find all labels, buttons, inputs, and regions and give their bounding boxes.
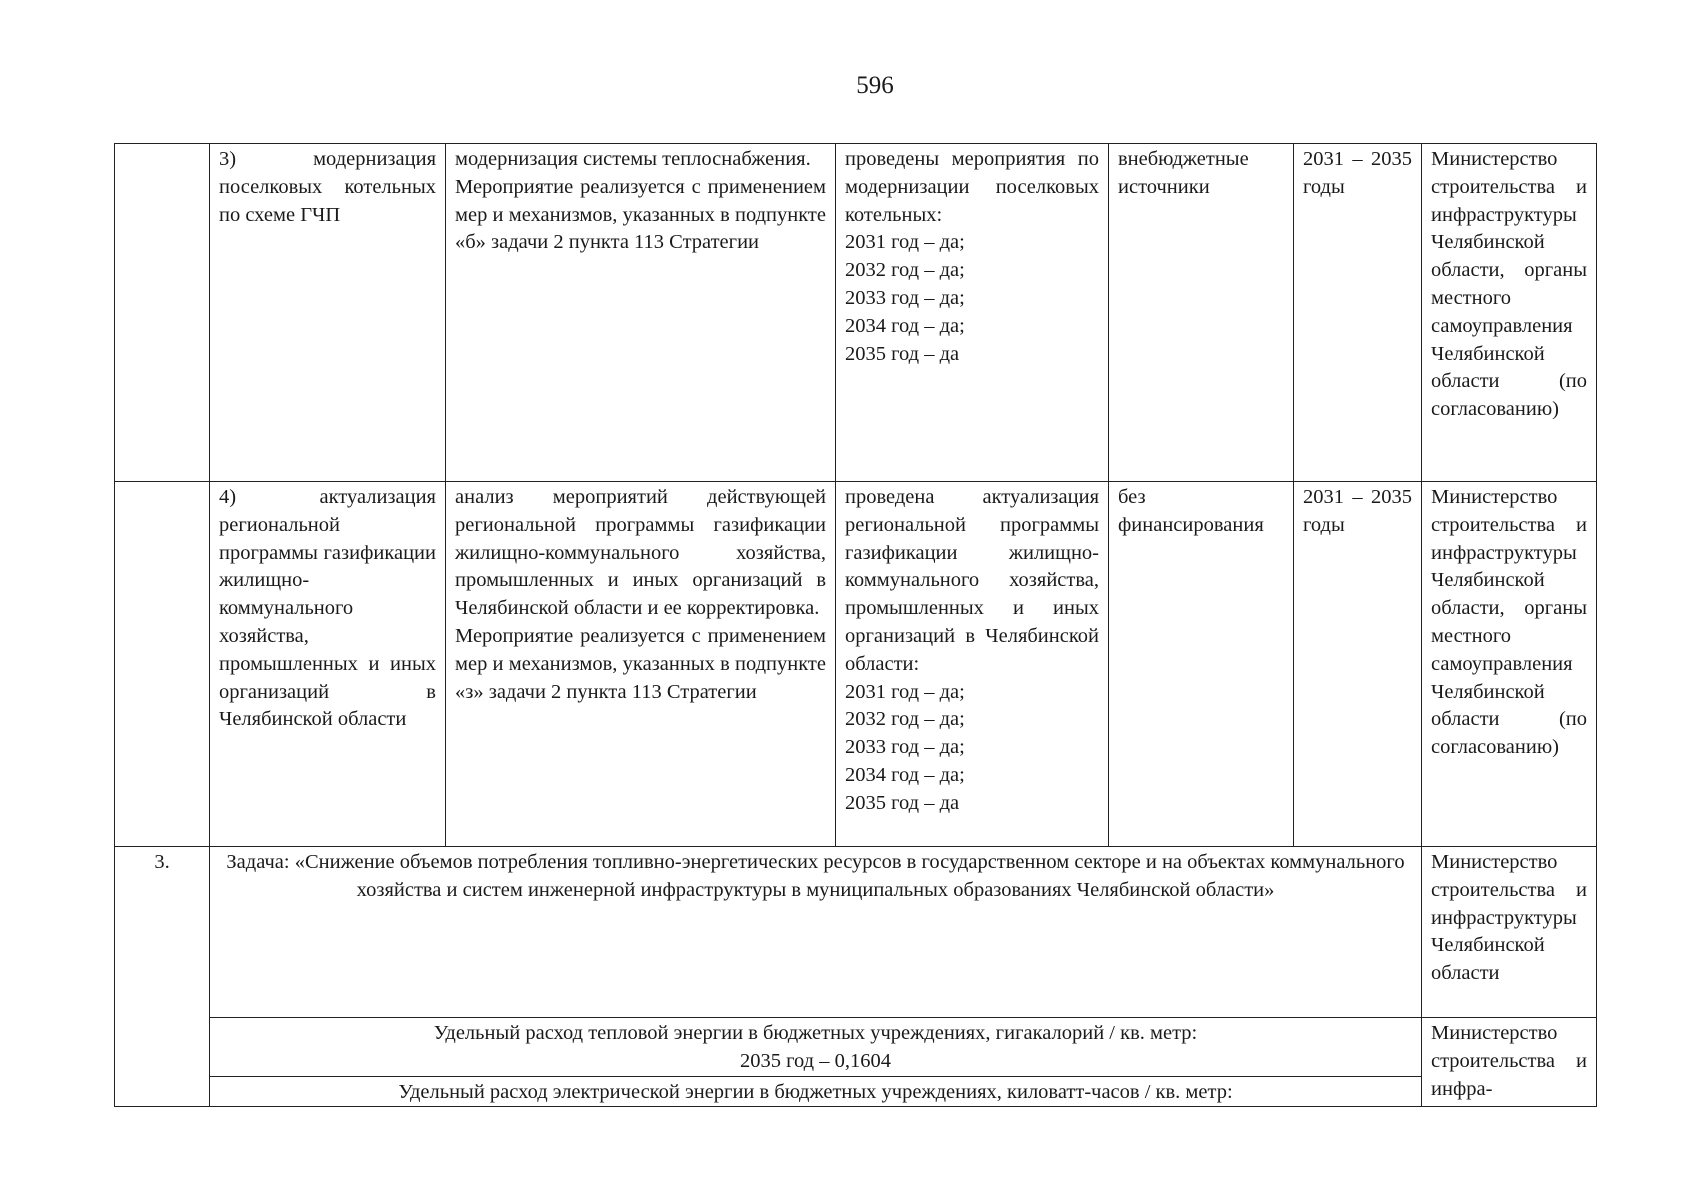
activity-cell: 3) модернизация поселковых котельных по схеме ГЧП <box>210 144 446 482</box>
activity-cell: 4) актуализация региональной программы газификации жилищно-коммунального хозяйства, промышленных и иных организаций в Челябинской области <box>210 482 446 847</box>
task-number-cell: 3. <box>115 847 210 1107</box>
result-year: 2032 год – да; <box>845 259 965 282</box>
task-row <box>115 847 1597 1018</box>
result-cell <box>836 144 1109 482</box>
description-cell <box>446 144 836 482</box>
task-text-cell: Задача: «Снижение объемов потребления топливно-энергетических ресурсов в государственном секторе и на объектах коммунального хозяйства и систем инженерной инфраструктуры в муниципальных образованиях Челябинской области» <box>210 847 1422 1018</box>
result-year: 2033 год – да; <box>845 736 965 759</box>
result-year: 2031 год – да; <box>845 680 965 703</box>
indicator-executor-cell: Министерство строительства и инфра- <box>1422 1018 1597 1107</box>
result-intro: проведена актуализация региональной программы газификации жилищно- коммунального хозяйства, промышленных и иных организаций в Челябинской области: <box>845 486 1099 675</box>
indicator-text: Удельный расход тепловой энергии в бюджетных учреждениях, гигакалорий / кв. метр: <box>433 1022 1198 1044</box>
result-cell <box>836 482 1109 847</box>
result-year: 2035 год – да <box>845 342 960 365</box>
period-cell: 2031 – 2035 годы <box>1294 144 1422 482</box>
indicator-row <box>115 1076 1597 1107</box>
source-cell: без финансирования <box>1109 482 1294 847</box>
result-intro: проведены мероприятия по модернизации поселковых котельных: <box>845 148 1099 226</box>
page-number: 596 <box>856 72 894 99</box>
result-year: 2035 год – да <box>845 791 960 814</box>
task-executor-cell: Министерство строительства и инфраструктуры Челябинской области <box>1422 847 1597 1018</box>
description-text: Мероприятие реализуется с применением мер и механизмов, указанных в подпункте «з» задачи 2 пункта 113 Стратегии <box>455 624 826 703</box>
strategy-table <box>114 143 1597 1107</box>
indicator-cell <box>210 1018 1422 1077</box>
description-text: анализ мероприятий действующей региональной программы газификации жилищно-коммунального хозяйства, промышленных и иных организаций в Челябинской области и ее корректировка. <box>455 486 826 620</box>
result-year: 2032 год – да; <box>845 708 965 731</box>
table-row <box>115 482 1597 847</box>
source-cell: внебюджетные источники <box>1109 144 1294 482</box>
indicator-cell: Удельный расход электрической энергии в бюджетных учреждениях, киловатт-часов / кв. метр: <box>210 1076 1422 1107</box>
result-year: 2034 год – да; <box>845 763 965 786</box>
number-cell <box>115 482 210 847</box>
period-cell: 2031 – 2035 годы <box>1294 482 1422 847</box>
result-year: 2031 год – да; <box>845 231 965 254</box>
result-year: 2033 год – да; <box>845 286 965 309</box>
number-cell <box>115 144 210 482</box>
description-text: Мероприятие реализуется с применением мер и механизмов, указанных в подпункте «б» задачи 2 пункта 113 Стратегии <box>455 175 826 254</box>
indicator-value: 2035 год – 0,1604 <box>740 1049 891 1072</box>
executor-cell: Министерство строительства и инфраструктуры Челябинской области, органы местного самоуправления Челябинской области (по согласованию) <box>1422 144 1597 482</box>
result-year: 2034 год – да; <box>845 314 965 337</box>
table-row <box>115 144 1597 482</box>
indicator-row <box>115 1018 1597 1077</box>
description-cell <box>446 482 836 847</box>
description-text: модернизация системы теплоснабжения. <box>455 148 811 170</box>
executor-cell: Министерство строительства и инфраструктуры Челябинской области, органы местного самоуправления Челябинской области (по согласованию) <box>1422 482 1597 847</box>
